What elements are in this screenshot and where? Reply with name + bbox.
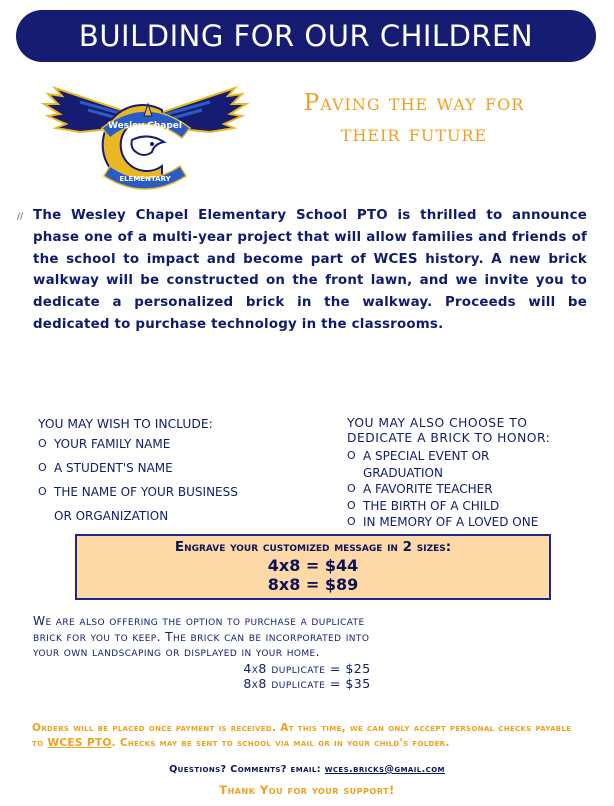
thank-you-message: Thank You for your support! bbox=[219, 783, 395, 797]
price-8x8: 8x8 = $89 bbox=[267, 575, 359, 594]
list-item-continuation: OR ORGANIZATION bbox=[54, 509, 169, 523]
list-item: O A SPECIAL EVENT OR bbox=[347, 448, 587, 465]
include-list bbox=[38, 432, 328, 528]
duplicate-line-2: brick for you to keep. The brick can be incorporated into bbox=[33, 629, 370, 644]
engrave-pricing-box bbox=[75, 534, 551, 600]
honor-heading-line-1: YOU MAY ALSO CHOOSE TO bbox=[347, 416, 528, 430]
paragraph-bullet-icon: // bbox=[17, 212, 24, 222]
honor-heading-line-2: DEDICATE A BRICK TO HONOR: bbox=[347, 431, 551, 445]
duplicate-section bbox=[33, 614, 581, 692]
tagline-line-2: their future bbox=[340, 121, 488, 147]
intro-paragraph: The Wesley Chapel Elementary School PTO is thrilled to announce phase one of a multi-year project that will allow families and friends of the school to impact and become part of WCES history. A new brick walkway will be constructed on the front lawn, and we invite you to dedicate a personalized brick in the walkway. Proceeds will be dedicated to purchase technology in the classrooms. bbox=[33, 208, 587, 332]
include-column bbox=[38, 416, 328, 528]
questions-line bbox=[0, 764, 614, 775]
questions-label: Questions? Comments? email: bbox=[169, 764, 325, 775]
tagline-line-1: Paving the way for bbox=[303, 90, 525, 116]
tagline bbox=[244, 88, 584, 150]
list-item: O A FAVORITE TEACHER bbox=[347, 481, 587, 498]
orders-text-before: Orders will be placed once payment is received. At this time, we can only accept personal checks payable to bbox=[32, 722, 572, 749]
honor-column bbox=[347, 416, 587, 531]
list-item: O THE BIRTH OF A CHILD bbox=[347, 498, 587, 515]
duplicate-line-3: your own landscaping or displayed in your home. bbox=[33, 645, 320, 659]
contact-email-link[interactable]: wces.bricks@gmail.com bbox=[324, 764, 445, 775]
logo-bottom-text: ELEMENTARY bbox=[119, 175, 171, 183]
include-heading: YOU MAY WISH TO INCLUDE: bbox=[38, 417, 213, 431]
list-item: O YOUR FAMILY NAME bbox=[38, 432, 328, 456]
list-item-continuation: GRADUATION bbox=[363, 465, 443, 480]
list-item: O THE NAME OF YOUR BUSINESS bbox=[38, 480, 328, 504]
orders-paragraph bbox=[32, 721, 584, 750]
duplicate-price-4x8: 4x8 duplicate = $25 bbox=[243, 660, 371, 676]
honor-list bbox=[347, 448, 587, 531]
payee-name: WCES PTO bbox=[47, 736, 112, 749]
list-item: O IN MEMORY OF A LOVED ONE bbox=[347, 514, 587, 531]
duplicate-line-1: We are also offering the option to purchase a duplicate bbox=[33, 614, 365, 628]
school-logo bbox=[40, 80, 250, 195]
engrave-title: Engrave your customized message in 2 sizes: bbox=[174, 539, 452, 555]
logo-top-text: Wesley Chapel bbox=[108, 121, 182, 131]
list-item: O A STUDENT'S NAME bbox=[38, 456, 328, 480]
banner-title: BUILDING FOR OUR CHILDREN bbox=[16, 10, 596, 62]
price-4x8: 4x8 = $44 bbox=[267, 556, 359, 575]
orders-text-after: . Checks may be sent to school via mail or in your child's folder. bbox=[111, 736, 450, 749]
duplicate-price-8x8: 8x8 duplicate = $35 bbox=[243, 676, 371, 691]
